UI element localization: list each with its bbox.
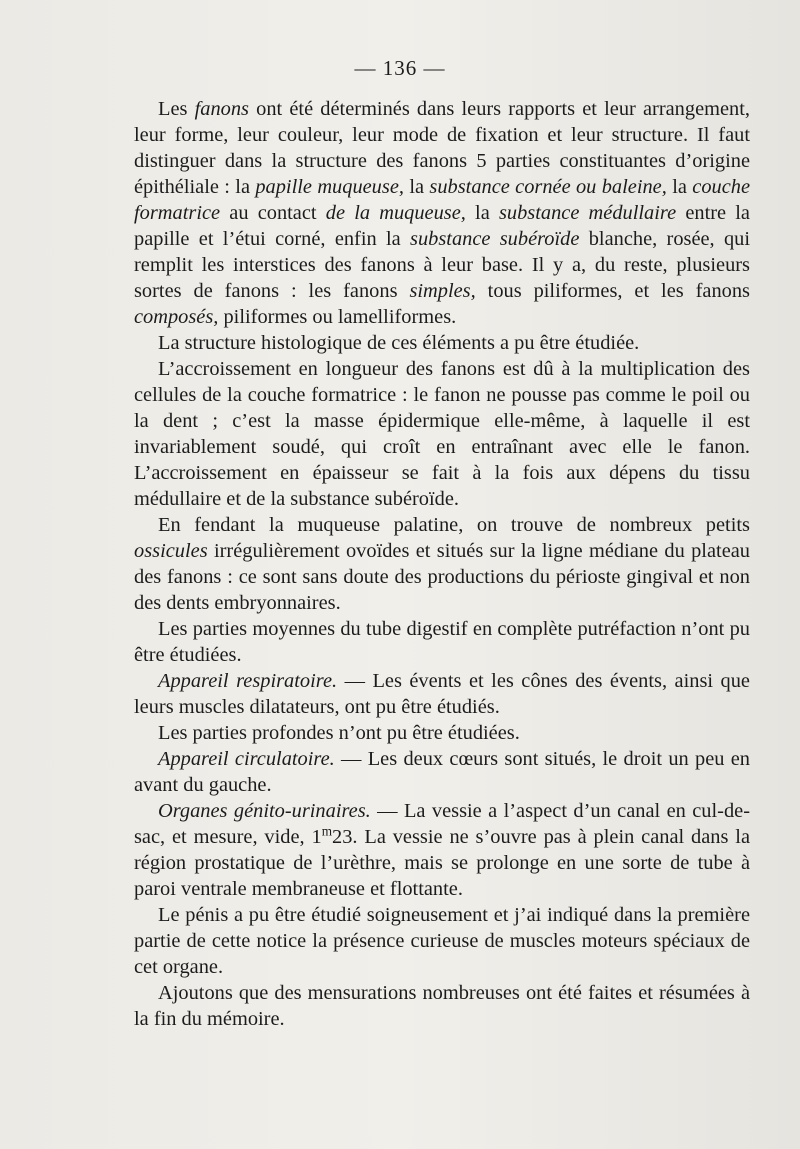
text-run: En fendant la muqueuse palatine, on trouve de nombreux petits [158,514,750,536]
italic-text: couche formatrice [134,176,751,224]
paragraph [134,720,750,746]
italic-text: simples, [409,280,476,302]
paragraph [134,668,750,720]
text-run: entre la papille et l’étui corné, enfin la [134,202,750,250]
italic-text: fanons [194,98,249,120]
text-run: — Les évents et les cônes des évents, ainsi que leurs muscles dilatateurs, ont pu être étudiés. [134,670,750,718]
text-run: Les parties profondes n’ont pu être étudiées. [158,722,520,744]
text-run: — La vessie a l’aspect d’un canal en cul-de-sac, et mesure, vide, 1 [134,800,750,848]
italic-text: Organes génito-urinaires. [158,800,371,822]
paragraph [134,96,750,330]
text-run: 23. La vessie ne s’ouvre pas à plein canal dans la région prostatique de l’urèthre, mais se prolonge en une sorte de tube à paroi ventrale membraneuse et flottante. [134,826,750,900]
text-run: la [403,176,430,198]
text-run: la [666,176,693,198]
paragraph [134,798,750,902]
italic-text: papille muqueuse, [255,176,404,198]
italic-text: substance médullaire [498,202,677,224]
page-number: — 136 — [354,56,446,80]
italic-text: substance cornée ou baleine, [429,176,667,198]
text-run: irrégulièrement ovoïdes et situés sur la ligne médiane du plateau des fanons : ce sont sans doute des productions du périoste gingival et non des dents embryonnaires. [134,540,750,614]
text-run: piliformes ou lamelliformes. [218,306,457,328]
italic-text: de la muqueuse, [325,202,466,224]
text-run: Ajoutons que des mensurations nombreuses ont été faites et résumées à la fin du mémoire. [134,982,750,1030]
text-run: la [465,202,499,224]
paragraph [134,616,750,668]
paragraph [134,330,750,356]
italic-text: Appareil circulatoire. [158,748,335,770]
text-run: ont été déterminés dans leurs rapports et leur arrangement, leur forme, leur couleur, leur mode de fixation et leur structure. Il faut distinguer dans la structure des fanons 5 parties constituantes d’origine épithéliale : la [134,98,750,198]
text-run: Les parties moyennes du tube digestif en complète putréfaction n’ont pu être étudiées. [134,618,750,666]
text-run: blanche, rosée, qui remplit les interstices des fanons à leur base. Il y a, du reste, plusieurs sortes de fanons : les fanons [134,228,750,302]
paragraph [134,902,750,980]
italic-text: substance subéroïde [410,228,580,250]
text-run: La structure histologique de ces éléments a pu être étudiée. [158,332,640,354]
paragraph [134,356,750,512]
text-run: Le pénis a pu être étudié soigneusement et j’ai indiqué dans la première partie de cette notice la présence curieuse de muscles moteurs spéciaux de cet organe. [134,904,750,978]
italic-text: Appareil respiratoire. [158,670,338,692]
text-run: — Les deux cœurs sont situés, le droit un peu en avant du gauche. [134,748,750,796]
italic-text: ossicules [134,540,208,562]
paragraph [134,746,750,798]
text-run: tous piliformes, et les fanons [475,280,750,302]
paragraph [134,980,750,1032]
paragraph [134,512,750,616]
italic-text: composés, [134,306,219,328]
text-run: L’accroissement en longueur des fanons est dû à la multiplication des cellules de la couche formatrice : le fanon ne pousse pas comme le poil ou la dent ; c’est la masse épidermique elle-même, à laquelle il est invariablement soudé, qui croît en entraînant avec elle le fanon. L’accroissement en épaisseur se fait à la fois aux dépens du tissu médullaire et de la substance subéroïde. [134,358,750,510]
text-run: au contact [220,202,326,224]
body-text [134,96,750,1032]
superscript-text: m [321,823,333,839]
text-run: Les [158,98,195,120]
